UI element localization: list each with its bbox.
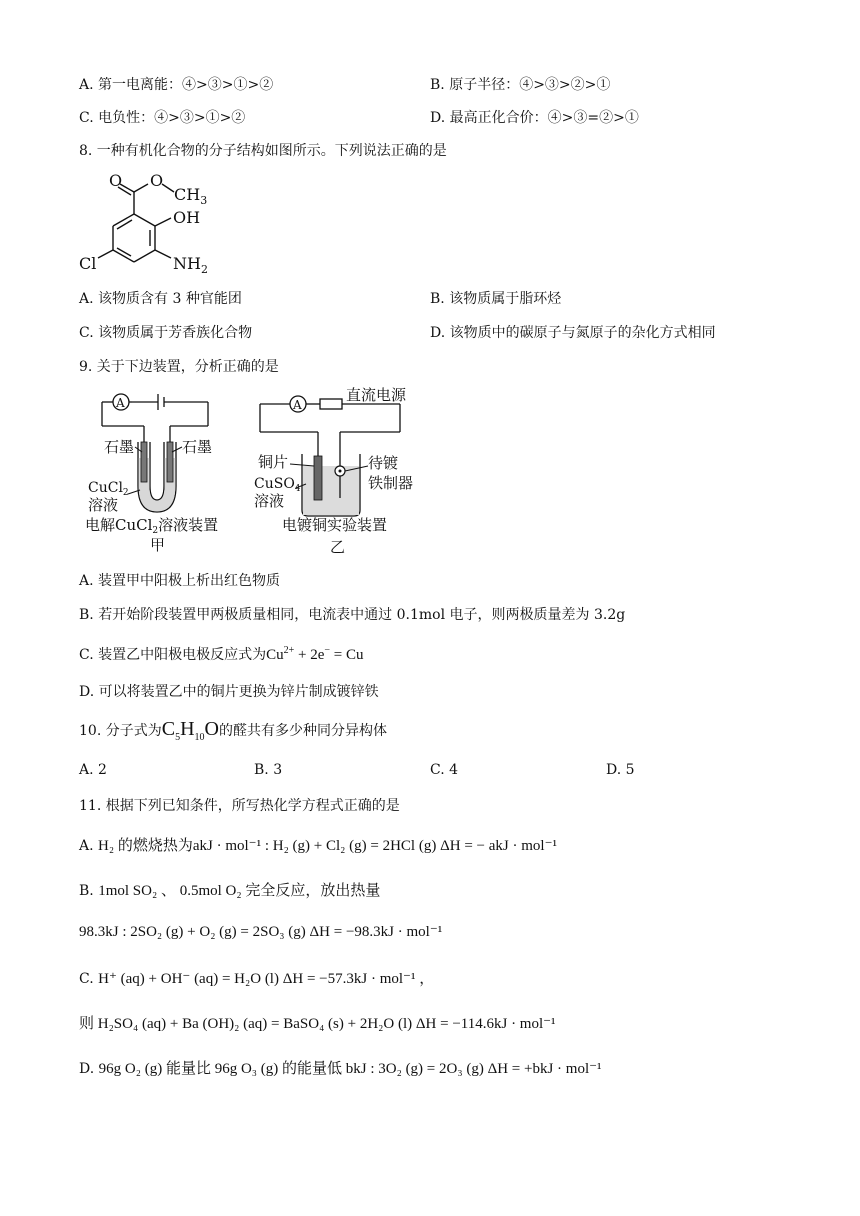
q10-option-b: B. 3 (254, 762, 283, 778)
carbonyl-oxygen-label: O (109, 171, 123, 190)
graphite-left-label: 石墨 (104, 438, 135, 456)
item-to-plate-label: 待镀 (368, 454, 399, 472)
copper-plate-label: 铜片 (258, 453, 289, 471)
graphite-right-label: 石墨 (182, 438, 213, 456)
solution-label-yi: 溶液 (254, 492, 285, 510)
cuso4-label: CuSO$_4$ (254, 476, 301, 494)
q11-option-b-line1: B. 1mol SO₂ 、 0.5mol O₂ 完全反应，放出热量 (79, 883, 381, 899)
q8-molecule-structure (76, 164, 226, 278)
q9-c-equation: $Cu^{2+} + 2e^- = Cu$ (266, 645, 364, 663)
q9-figure-jia (82, 386, 242, 556)
q11-stem: 11. 根据下列已知条件，所写热化学方程式正确的是 (79, 798, 400, 814)
q10-stem: 10. 分子式为$C_5H_{10}O$的醛共有多少种同分异构体 (79, 718, 387, 743)
q7-option-d: D. 最高正化合价：④>③=②>① (430, 110, 639, 126)
q8-option-c: C. 该物质属于芳香族化合物 (79, 325, 253, 341)
q8-option-a: A. 该物质含有 3 种官能团 (79, 291, 242, 307)
q9-option-a: A. 装置甲中阳极上析出红色物质 (79, 573, 281, 589)
q10-option-a: A. 2 (79, 762, 107, 778)
q11-option-c-line2: 则 H₂SO₄ (aq) + Ba (OH)₂ (aq) = BaSO₄ (s) + 2H₂O (l) ΔH = −114.6kJ · mol⁻¹ (79, 1016, 556, 1032)
chlorine-label: Cl (79, 254, 97, 273)
q10-option-c: C. 4 (430, 762, 459, 778)
ester-oxygen-label: O (150, 171, 164, 190)
q9-option-d: D. 可以将装置乙中的铜片更换为锌片制成镀锌铁 (79, 684, 379, 700)
q8-stem: 8. 一种有机化合物的分子结构如图所示。下列说法正确的是 (79, 143, 447, 159)
amino-label: $NH_2$ (173, 254, 208, 276)
q8-option-d: D. 该物质中的碳原子与氮原子的杂化方式相同 (430, 325, 716, 341)
q9-stem: 9. 关于下边装置，分析正确的是 (79, 359, 279, 375)
q9-figure-yi (250, 380, 425, 560)
cucl2-label: CuCl$_2$ (88, 480, 129, 498)
ammeter-label-yi: A (293, 398, 302, 412)
q8-option-b: B. 该物质属于脂环烃 (430, 291, 562, 307)
hydroxyl-label: OH (173, 208, 201, 227)
q7-option-c: C. 电负性：④>③>①>② (79, 110, 246, 126)
q11-option-a: A. H₂ 的燃烧热为akJ · mol⁻¹ : H₂ (g) + Cl₂ (g) = 2HCl (g) ΔH = − akJ · mol⁻¹ (79, 838, 557, 854)
tag-jia: 甲 (150, 536, 166, 554)
solution-label-jia: 溶液 (88, 496, 119, 514)
q11-option-b-line2: 98.3kJ : 2SO₂ (g) + O₂ (g) = 2SO₃ (g) ΔH = −98.3kJ · mol⁻¹ (79, 924, 443, 940)
q7-option-b: B. 原子半径：④>③>②>① (430, 77, 611, 93)
tag-yi: 乙 (330, 538, 346, 556)
q11-option-c-line1: C. H⁺ (aq) + OH⁻ (aq) = H₂O (l) ΔH = −57.3kJ · mol⁻¹ ， (79, 971, 435, 987)
dc-power-label: 直流电源 (346, 386, 407, 404)
ammeter-label-jia: A (116, 396, 125, 410)
q10-option-d: D. 5 (606, 762, 635, 778)
methyl-label: $CH_3$ (174, 185, 208, 207)
iron-item-label: 铁制器 (368, 474, 414, 492)
q9-option-c: C. 装置乙中阳极电极反应式为$Cu^{2+} + 2e^- = Cu$ (79, 645, 364, 663)
q11-option-d: D. 96g O₂ (g) 能量比 96g O₃ (g) 的能量低 bkJ : 3O₂ (g) = 2O₃ (g) ΔH = +bkJ · mol⁻¹ (79, 1061, 602, 1077)
q7-option-a: A. 第一电离能：④>③>①>② (79, 77, 274, 93)
caption-yi: 电镀铜实验装置 (282, 516, 388, 534)
q9-option-b: B. 若开始阶段装置甲两极质量相同，电流表中通过 0.1mol 电子，则两极质量差为 3.2g (79, 607, 626, 623)
caption-jia: 电解CuCl$_2$溶液装置 (85, 516, 219, 536)
q10-formula: $C_5H_{10}O$ (161, 718, 219, 743)
